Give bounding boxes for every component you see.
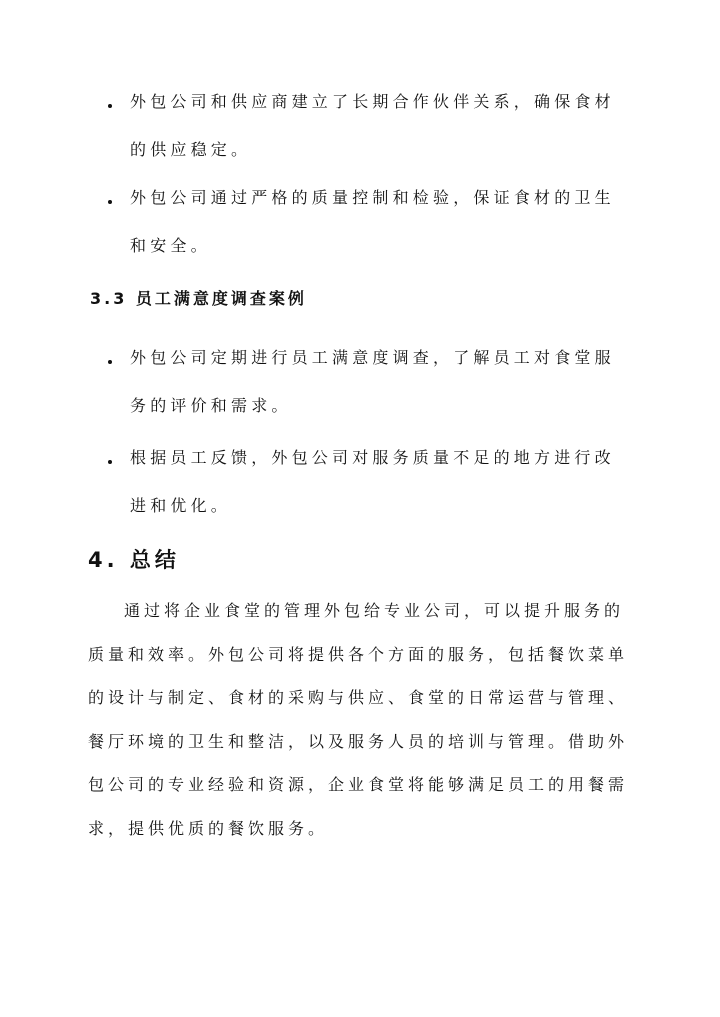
bullet-text: 根据员工反馈，外包公司对服务质量不足的地方进行改进和优化。 <box>130 448 615 515</box>
bullet-text: 外包公司和供应商建立了长期合作伙伴关系，确保食材的供应稳定。 <box>130 92 615 159</box>
bullet-dot <box>108 200 112 204</box>
bullet-dot <box>108 460 112 464</box>
bullet-text: 外包公司定期进行员工满意度调查，了解员工对食堂服务的评价和需求。 <box>130 348 615 415</box>
section-heading-3-3: 3.3 员工满意度调查案例 <box>90 289 307 308</box>
bullet-text: 外包公司通过严格的质量控制和检验，保证食材的卫生和安全。 <box>130 188 615 255</box>
bullet-dot <box>108 104 112 108</box>
bullet-dot <box>108 360 112 364</box>
section-heading-4: 4. 总结 <box>88 548 180 572</box>
summary-paragraph: 通过将企业食堂的管理外包给专业公司，可以提升服务的质量和效率。外包公司将提供各个方面的服务，包括餐饮菜单的设计与制定、食材的采购与供应、食堂的日常运营与管理、餐厅环境的卫生和整洁，以及服务人员的培训与管理。借助外包公司的专业经验和资源，企业食堂将能够满足员工的用餐需求，提供优质的餐饮服务。 <box>88 601 629 838</box>
